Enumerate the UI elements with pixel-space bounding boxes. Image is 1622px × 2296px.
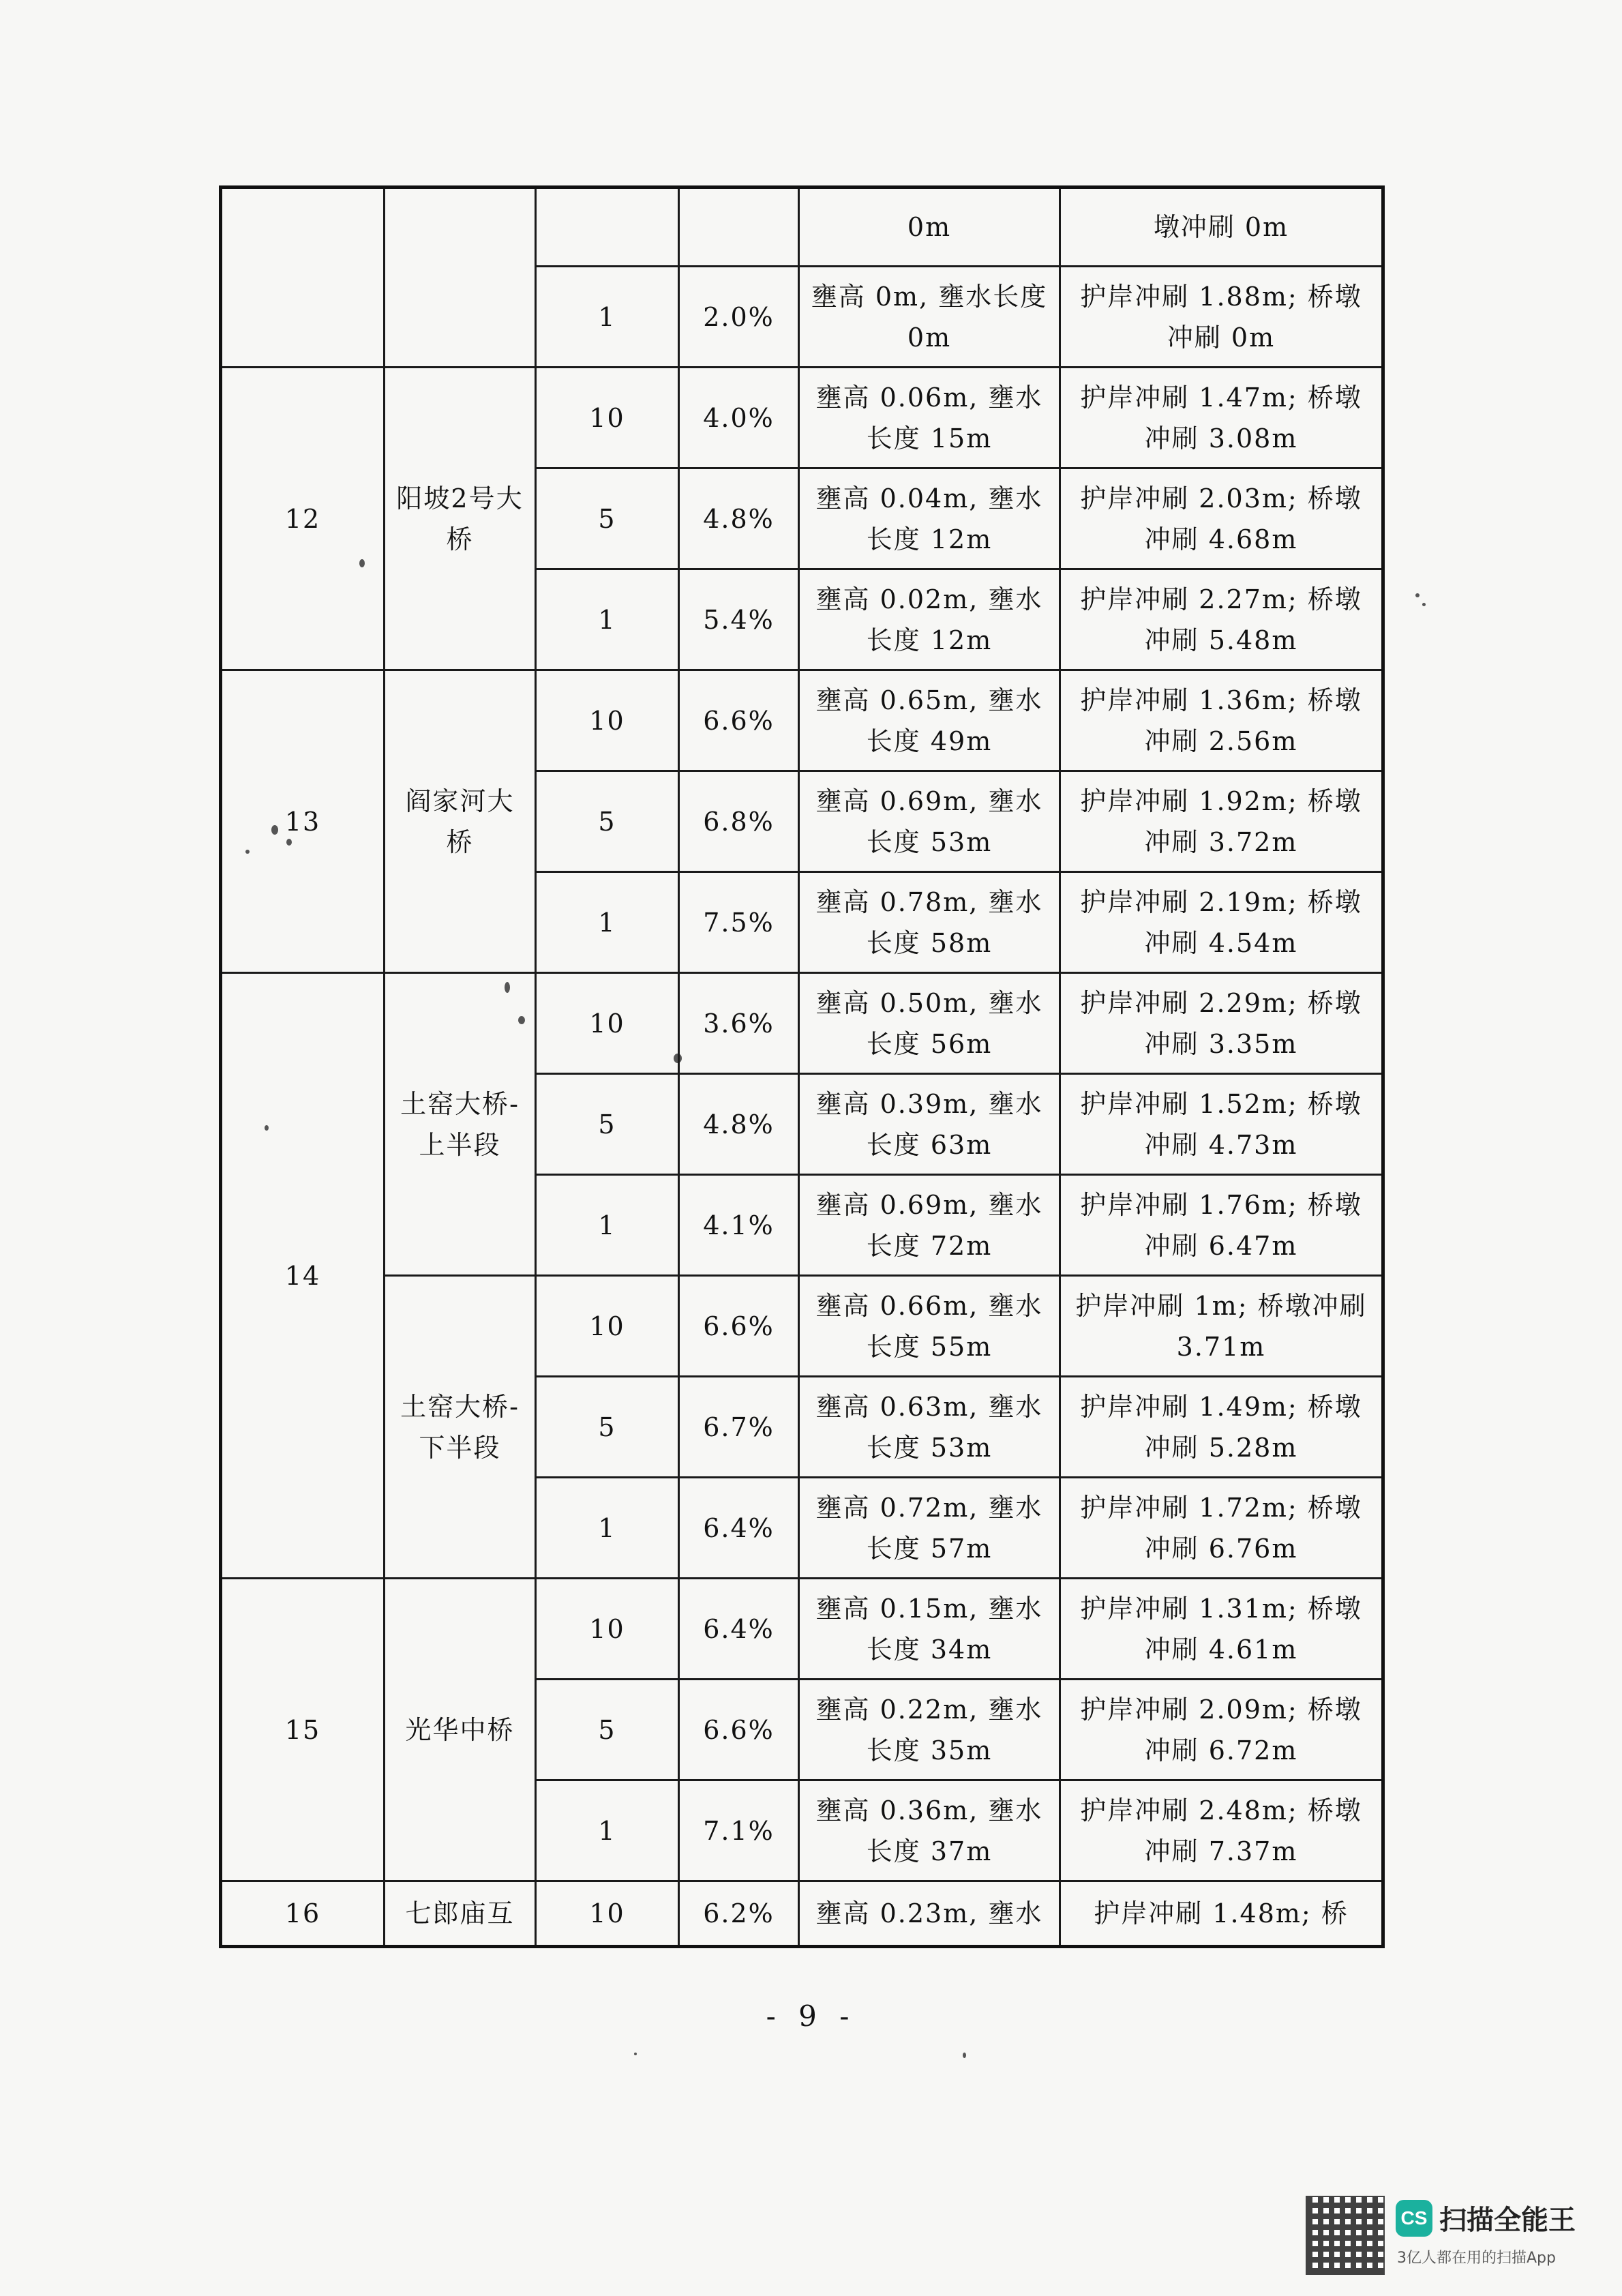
- table-row: [221, 1579, 1383, 1680]
- scour-cell: 护岸冲刷 2.03m; 桥墩冲刷 4.68m: [1060, 468, 1383, 569]
- scan-speck: [963, 2053, 966, 2058]
- return-period-cell: 5: [536, 771, 679, 872]
- gradient-cell: 6.6%: [679, 1276, 799, 1377]
- backwater-cell: 壅高 0.39m, 壅水长度 63m: [799, 1074, 1060, 1175]
- return-period-cell: 1: [536, 267, 679, 368]
- bridge-index-cell: 13: [221, 670, 385, 973]
- return-period-cell: 10: [536, 670, 679, 771]
- table-row: [221, 188, 1383, 267]
- gradient-cell: [679, 188, 799, 267]
- return-period-cell: 1: [536, 872, 679, 973]
- return-period-cell: 10: [536, 368, 679, 468]
- backwater-cell: 壅高 0.22m, 壅水长度 35m: [799, 1680, 1060, 1780]
- backwater-cell: 壅高 0.78m, 壅水长度 58m: [799, 872, 1060, 973]
- bridge-index-cell: 15: [221, 1579, 385, 1881]
- table-row: [221, 1276, 1383, 1377]
- scour-cell: 护岸冲刷 1.49m; 桥墩冲刷 5.28m: [1060, 1377, 1383, 1478]
- backwater-cell: 壅高 0.15m, 壅水长度 34m: [799, 1579, 1060, 1680]
- backwater-cell: 壅高 0.69m, 壅水长度 53m: [799, 771, 1060, 872]
- bridge-name-cell: 阎家河大桥: [385, 670, 536, 973]
- qr-code-icon: [1306, 2196, 1385, 2275]
- flood-impact-table: [219, 185, 1385, 1948]
- scour-cell: 护岸冲刷 1.31m; 桥墩冲刷 4.61m: [1060, 1579, 1383, 1680]
- scour-cell: 护岸冲刷 2.48m; 桥墩冲刷 7.37m: [1060, 1780, 1383, 1881]
- backwater-cell: 壅高 0.50m, 壅水长度 56m: [799, 973, 1060, 1074]
- backwater-cell: 壅高 0m, 壅水长度 0m: [799, 267, 1060, 368]
- gradient-cell: 7.5%: [679, 872, 799, 973]
- table-row: [221, 368, 1383, 468]
- table-row: [221, 973, 1383, 1074]
- gradient-cell: 3.6%: [679, 973, 799, 1074]
- camscanner-app-name: 扫描全能王: [1439, 2205, 1576, 2236]
- scour-cell: 护岸冲刷 1.36m; 桥墩冲刷 2.56m: [1060, 670, 1383, 771]
- backwater-cell: 壅高 0.63m, 壅水长度 53m: [799, 1377, 1060, 1478]
- backwater-cell: 壅高 0.65m, 壅水长度 49m: [799, 670, 1060, 771]
- return-period-cell: 1: [536, 1478, 679, 1579]
- scour-cell: 护岸冲刷 1.52m; 桥墩冲刷 4.73m: [1060, 1074, 1383, 1175]
- gradient-cell: 4.1%: [679, 1175, 799, 1276]
- scour-cell: 护岸冲刷 1.48m; 桥: [1060, 1881, 1383, 1947]
- return-period-cell: 1: [536, 569, 679, 670]
- scour-cell: 护岸冲刷 1.72m; 桥墩冲刷 6.76m: [1060, 1478, 1383, 1579]
- table-row: [221, 670, 1383, 771]
- backwater-cell: 0m: [799, 188, 1060, 267]
- gradient-cell: 6.2%: [679, 1881, 799, 1947]
- bridge-index-cell: 14: [221, 973, 385, 1579]
- scour-cell: 护岸冲刷 2.29m; 桥墩冲刷 3.35m: [1060, 973, 1383, 1074]
- return-period-cell: 10: [536, 1881, 679, 1947]
- bridge-name-cell: 光华中桥: [385, 1579, 536, 1881]
- backwater-cell: 壅高 0.23m, 壅水: [799, 1881, 1060, 1947]
- scour-cell: 护岸冲刷 1.92m; 桥墩冲刷 3.72m: [1060, 771, 1383, 872]
- scour-cell: 护岸冲刷 1.88m; 桥墩冲刷 0m: [1060, 267, 1383, 368]
- scan-speck: [634, 2053, 637, 2055]
- backwater-cell: 壅高 0.66m, 壅水长度 55m: [799, 1276, 1060, 1377]
- camscanner-logo-icon: CS: [1396, 2200, 1432, 2237]
- backwater-cell: 壅高 0.72m, 壅水长度 57m: [799, 1478, 1060, 1579]
- return-period-cell: 10: [536, 973, 679, 1074]
- gradient-cell: 6.4%: [679, 1579, 799, 1680]
- backwater-cell: 壅高 0.04m, 壅水长度 12m: [799, 468, 1060, 569]
- scour-cell: 护岸冲刷 1.47m; 桥墩冲刷 3.08m: [1060, 368, 1383, 468]
- scour-cell: 护岸冲刷 1.76m; 桥墩冲刷 6.47m: [1060, 1175, 1383, 1276]
- return-period-cell: 10: [536, 1579, 679, 1680]
- backwater-cell: 壅高 0.69m, 壅水长度 72m: [799, 1175, 1060, 1276]
- camscanner-slogan: 3亿人都在用的扫描App: [1397, 2250, 1556, 2267]
- gradient-cell: 6.6%: [679, 670, 799, 771]
- backwater-cell: 壅高 0.36m, 壅水长度 37m: [799, 1780, 1060, 1881]
- bridge-index-cell: 12: [221, 368, 385, 670]
- return-period-cell: 1: [536, 1780, 679, 1881]
- gradient-cell: 6.4%: [679, 1478, 799, 1579]
- gradient-cell: 6.7%: [679, 1377, 799, 1478]
- gradient-cell: 6.8%: [679, 771, 799, 872]
- bridge-name-cell: 阳坡2号大桥: [385, 368, 536, 670]
- gradient-cell: 7.1%: [679, 1780, 799, 1881]
- scour-cell: 护岸冲刷 1m; 桥墩冲刷 3.71m: [1060, 1276, 1383, 1377]
- gradient-cell: 4.8%: [679, 1074, 799, 1175]
- gradient-cell: 4.0%: [679, 368, 799, 468]
- return-period-cell: 1: [536, 1175, 679, 1276]
- scan-speck: [1422, 603, 1426, 606]
- bridge-index-cell: 16: [221, 1881, 385, 1947]
- backwater-cell: 壅高 0.06m, 壅水长度 15m: [799, 368, 1060, 468]
- bridge-name-cell: 七郎庙互: [385, 1881, 536, 1947]
- return-period-cell: 5: [536, 1680, 679, 1780]
- bridge-index-cell: [221, 188, 385, 368]
- bridge-name-cell: 土窑大桥-下半段: [385, 1276, 536, 1579]
- bridge-name-cell: 土窑大桥-上半段: [385, 973, 536, 1276]
- page-number: - 9 -: [766, 1999, 856, 2033]
- camscanner-watermark: [1306, 2196, 1606, 2278]
- scour-cell: 墩冲刷 0m: [1060, 188, 1383, 267]
- gradient-cell: 2.0%: [679, 267, 799, 368]
- gradient-cell: 6.6%: [679, 1680, 799, 1780]
- backwater-cell: 壅高 0.02m, 壅水长度 12m: [799, 569, 1060, 670]
- table-row: [221, 1881, 1383, 1947]
- gradient-cell: 5.4%: [679, 569, 799, 670]
- return-period-cell: 5: [536, 1377, 679, 1478]
- scan-speck: [1415, 593, 1420, 597]
- scour-cell: 护岸冲刷 2.09m; 桥墩冲刷 6.72m: [1060, 1680, 1383, 1780]
- return-period-cell: 5: [536, 468, 679, 569]
- return-period-cell: [536, 188, 679, 267]
- scour-cell: 护岸冲刷 2.27m; 桥墩冲刷 5.48m: [1060, 569, 1383, 670]
- return-period-cell: 5: [536, 1074, 679, 1175]
- return-period-cell: 10: [536, 1276, 679, 1377]
- gradient-cell: 4.8%: [679, 468, 799, 569]
- scour-cell: 护岸冲刷 2.19m; 桥墩冲刷 4.54m: [1060, 872, 1383, 973]
- bridge-name-cell: [385, 188, 536, 368]
